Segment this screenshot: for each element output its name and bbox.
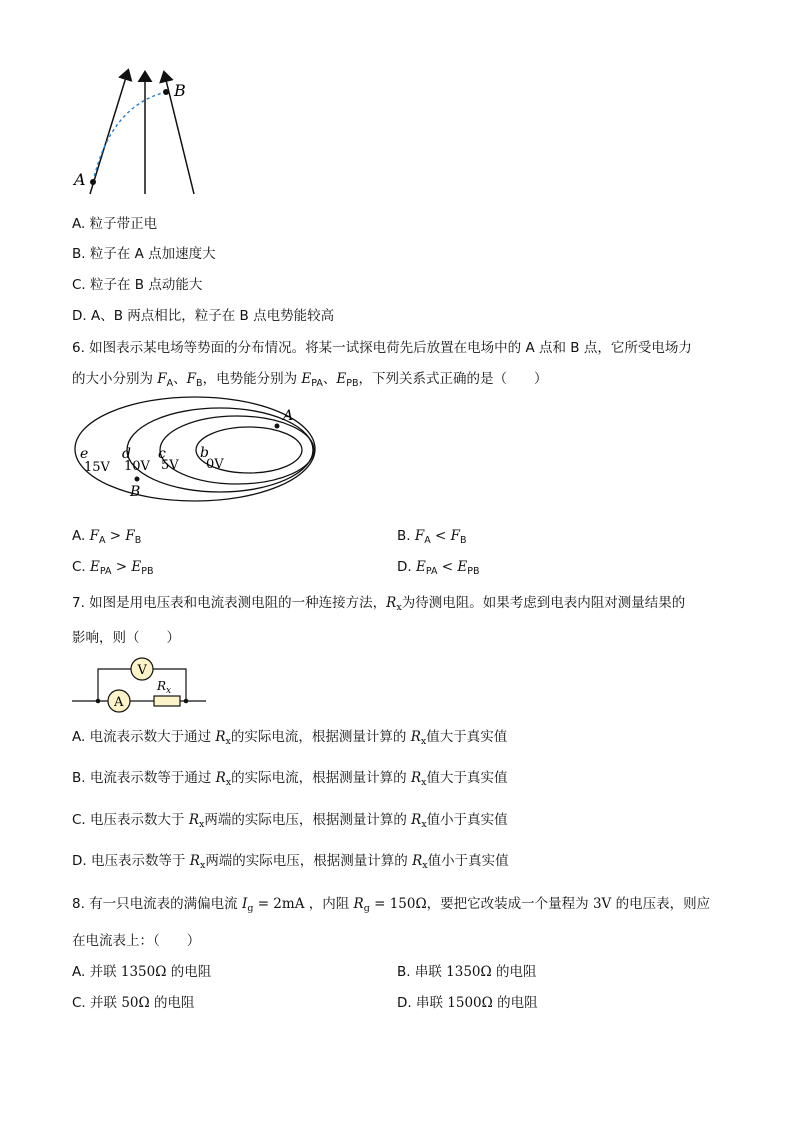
- symbol-r: R: [386, 595, 397, 611]
- label-d: d: [122, 446, 131, 462]
- option-text: 的电阻: [491, 964, 537, 980]
- q7-stem-line1: [72, 593, 685, 615]
- subscript: A: [424, 535, 431, 546]
- q6-stem-text: 的大小分别为: [72, 371, 158, 387]
- q7-option-a: [72, 727, 507, 749]
- q8-stem-text: 8. 有一只电流表的满偏电流: [72, 896, 242, 912]
- option-text: B. 电流表示数等于通过: [72, 770, 216, 786]
- option-value: 1350Ω: [446, 964, 492, 980]
- option-text: B. 串联: [397, 964, 447, 980]
- q6-option-d: [397, 557, 479, 579]
- subscript: x: [422, 860, 428, 871]
- label-b: b: [200, 445, 209, 461]
- option-text: 的实际电流，根据测量计算的: [230, 729, 411, 745]
- point-a-label: A: [283, 408, 294, 424]
- q7-option-b: [72, 768, 508, 790]
- q7-option-d: [72, 851, 509, 873]
- label-e: e: [80, 446, 89, 462]
- option-text: 的实际电流，根据测量计算的: [231, 770, 411, 786]
- q6-option-a: [72, 526, 141, 548]
- symbol-r: R: [353, 896, 364, 912]
- option-text: 值小于真实值: [427, 853, 509, 869]
- symbol-e: E: [336, 371, 347, 387]
- symbol-r: R: [410, 770, 422, 786]
- option-text: A. 并联: [72, 964, 121, 980]
- q8-option-c: [72, 993, 194, 1013]
- option-text: A. 电流表示数大于通过: [72, 729, 216, 745]
- symbol-r: R: [411, 812, 422, 828]
- symbol-f: F: [89, 528, 99, 544]
- symbol-r: R: [410, 729, 421, 745]
- option-prefix: D.: [397, 559, 416, 575]
- symbol-f: F: [414, 528, 425, 544]
- subscript: x: [225, 736, 231, 747]
- q8-stem-text: ，内阻: [308, 896, 354, 912]
- subscript: B: [460, 535, 467, 546]
- symbol-i: I: [241, 896, 248, 912]
- subscript: A: [166, 378, 174, 389]
- q6-option-c: [72, 557, 154, 579]
- resistor-rx: [154, 696, 180, 706]
- point-b-dot: [163, 89, 169, 95]
- symbol-r: R: [157, 679, 167, 693]
- voltage-0v: 0V: [206, 457, 224, 472]
- symbol-f: F: [186, 371, 197, 387]
- voltage-15v: 15V: [84, 460, 110, 475]
- equipotential-figure: [72, 394, 318, 504]
- field-line-left: [90, 74, 127, 194]
- symbol-r: R: [412, 853, 423, 869]
- q8-stem-text: 的电压表，则应: [611, 896, 711, 912]
- symbol-e: E: [415, 559, 426, 575]
- subscript: g: [363, 903, 370, 914]
- subscript: PB: [141, 566, 154, 577]
- option-text: D. 串联: [397, 995, 448, 1011]
- voltage-5v: 5V: [161, 458, 179, 473]
- q6-stem-line1: 6. 如图表示某电场等势面的分布情况。将某一试探电荷先后放置在电场中的 A 点和 B 点，它所受电场力: [72, 340, 692, 356]
- separator: 、: [173, 371, 187, 387]
- option-text: C. 电压表示数大于: [72, 812, 189, 828]
- option-value: 1500Ω: [447, 995, 493, 1011]
- subscript: x: [166, 686, 172, 696]
- equipotential-e: [75, 397, 315, 501]
- subscript: PB: [346, 378, 359, 389]
- q8-option-a: [72, 962, 211, 982]
- option-text: 值大于真实值: [426, 729, 508, 745]
- symbol-r: R: [189, 853, 200, 869]
- point-a-dot: [90, 179, 96, 185]
- symbol-e: E: [90, 559, 100, 575]
- symbol-r: R: [188, 812, 199, 828]
- point-b-label: B: [174, 81, 186, 100]
- junction: [184, 699, 189, 704]
- subscript: x: [198, 819, 205, 830]
- symbol-f: F: [450, 528, 461, 544]
- option-value: 1350Ω: [120, 964, 167, 980]
- q5-option-d: D. A、B 两点相比，粒子在 B 点电势能较高: [72, 308, 335, 324]
- subscript: x: [421, 819, 427, 830]
- option-text: 的电阻: [149, 995, 195, 1011]
- subscript: x: [199, 860, 206, 871]
- option-prefix: C.: [72, 559, 91, 575]
- q6-stem-line2: [72, 369, 547, 391]
- particle-trajectory: [93, 92, 166, 182]
- q5-option-b: B. 粒子在 A 点加速度大: [72, 246, 216, 262]
- subscript: B: [134, 535, 142, 546]
- point-a-label: A: [74, 170, 86, 189]
- option-text: 两端的实际电压，根据测量计算的: [204, 812, 412, 828]
- relation: >: [105, 528, 126, 544]
- option-text: D. 电压表示数等于: [72, 853, 190, 869]
- q8-stem-line2: 在电流表上：（ ）: [72, 933, 201, 949]
- q5-option-a: A. 粒子带正电: [72, 216, 158, 232]
- subscript: x: [421, 777, 427, 788]
- point-b-dot: [135, 477, 140, 482]
- q8-option-d: [397, 993, 538, 1013]
- q8-option-b: [397, 962, 537, 982]
- field-lines-figure: [70, 66, 200, 198]
- subscript: PB: [467, 566, 480, 577]
- subscript: x: [420, 736, 427, 747]
- subscript: x: [225, 777, 232, 788]
- option-text: 的电阻: [166, 964, 212, 980]
- q7-stem-line2: 影响，则（ ）: [72, 630, 180, 646]
- subscript: g: [247, 903, 254, 914]
- q7-stem-text: 为待测电阻。如果考虑到电表内阻对测量结果的: [401, 595, 686, 611]
- q5-option-c: C. 粒子在 B 点动能大: [72, 277, 203, 293]
- symbol-r: R: [215, 729, 226, 745]
- ammeter-label: A: [114, 695, 124, 710]
- symbol-e: E: [131, 559, 142, 575]
- q7-stem-text: 7. 如图是用电压表和电流表测电阻的一种连接方法，: [72, 595, 387, 611]
- q8-value: = 150Ω: [369, 896, 427, 912]
- separator: 、: [322, 371, 337, 387]
- relation: <: [437, 559, 458, 575]
- option-value: 50Ω: [121, 995, 150, 1011]
- option-text: 值小于真实值: [426, 812, 508, 828]
- relation: >: [111, 559, 132, 575]
- subscript: PA: [425, 566, 438, 577]
- symbol-f: F: [157, 371, 167, 387]
- symbol-f: F: [125, 528, 135, 544]
- q7-option-c: [72, 810, 508, 832]
- junction: [96, 699, 101, 704]
- q8-stem-line1: [72, 894, 710, 916]
- equipotential-c: [160, 416, 314, 484]
- symbol-e: E: [301, 371, 312, 387]
- q8-stem-text: ，要把它改装成一个量程为: [426, 896, 593, 912]
- point-b-label: B: [130, 484, 141, 500]
- q6-option-b: [397, 526, 467, 548]
- subscript: x: [396, 602, 402, 613]
- option-text: 的电阻: [492, 995, 538, 1011]
- subscript: A: [98, 535, 106, 546]
- option-prefix: B.: [397, 528, 415, 544]
- option-prefix: A.: [72, 528, 90, 544]
- q8-value: = 2mA: [253, 896, 309, 912]
- label-c: c: [158, 446, 166, 462]
- subscript: PA: [311, 378, 323, 389]
- voltmeter-label: V: [137, 663, 147, 678]
- voltage-10v: 10V: [124, 459, 150, 474]
- relation: <: [430, 528, 451, 544]
- circuit-figure: [72, 654, 208, 714]
- option-text: 两端的实际电压，根据测量计算的: [205, 853, 413, 869]
- option-text: 值大于真实值: [426, 770, 508, 786]
- option-text: C. 并联: [72, 995, 122, 1011]
- point-a-dot: [275, 424, 280, 429]
- resistor-label: [156, 679, 171, 696]
- symbol-e: E: [457, 559, 468, 575]
- q6-stem-text: ，下列关系式正确的是（ ）: [358, 371, 548, 387]
- q6-stem-text: ，电势能分别为: [202, 371, 302, 387]
- symbol-r: R: [215, 770, 226, 786]
- subscript: PA: [99, 566, 112, 577]
- q8-value: 3V: [592, 896, 612, 912]
- subscript: B: [196, 378, 203, 389]
